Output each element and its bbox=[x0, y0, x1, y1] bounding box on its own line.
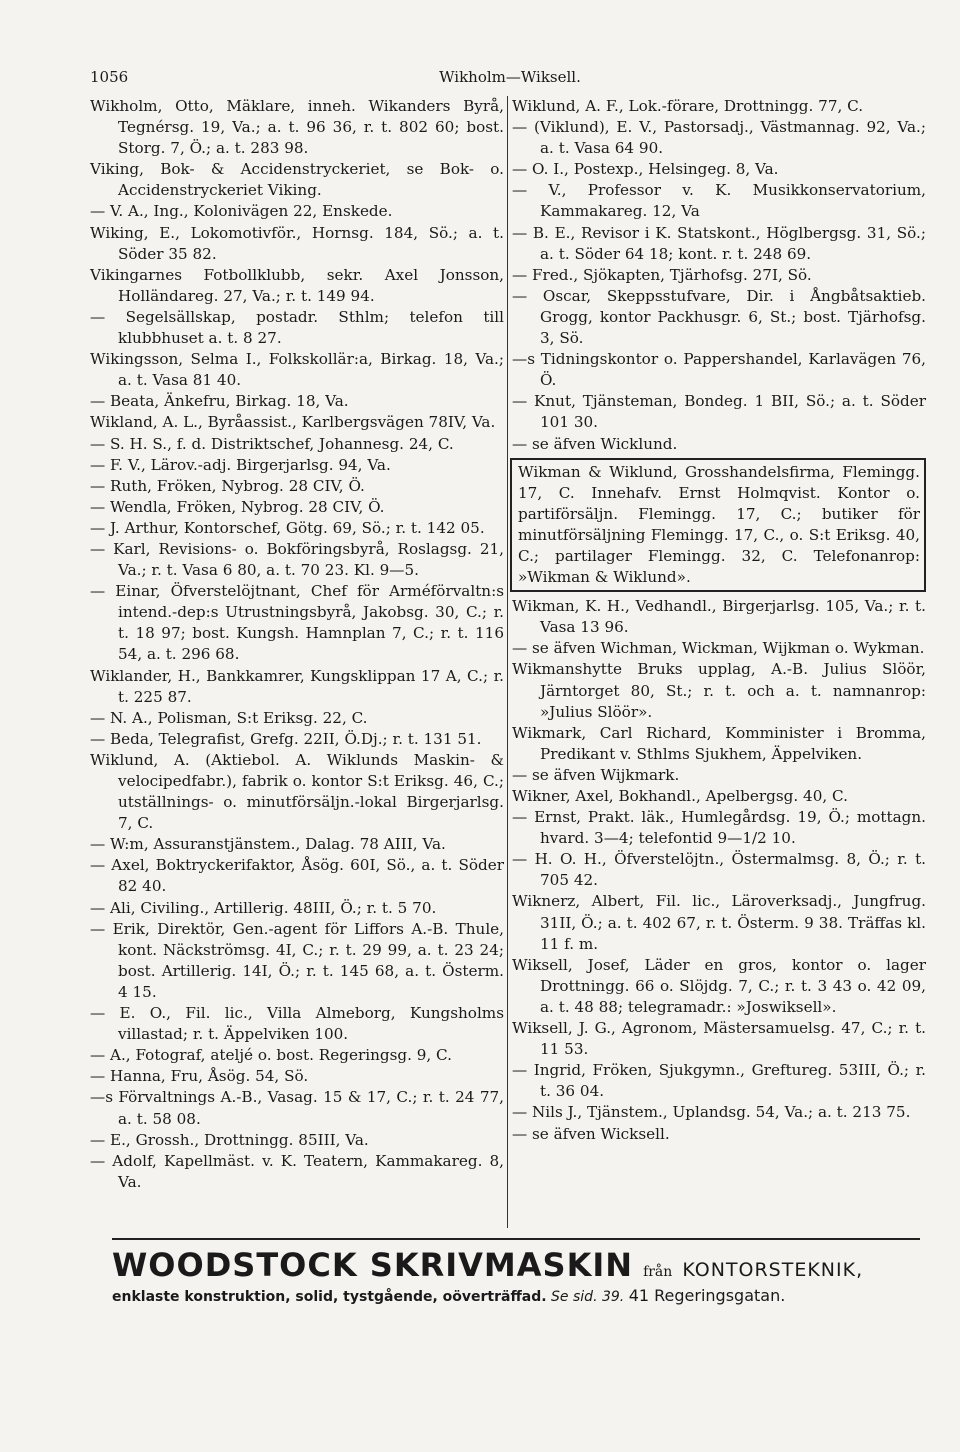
ad-from: från bbox=[643, 1264, 673, 1280]
directory-entry: — N. A., Polisman, S:t Eriksg. 22, C. bbox=[90, 708, 368, 727]
directory-entry: Wikman, K. H., Vedhandl., Birgerjarlsg. 105, Va.; r. t. Vasa 13 96. bbox=[512, 597, 926, 637]
directory-entry: Wikholm, Otto, Mäklare, inneh. Wikanders Byrå, Tegnérsg. 19, Va.; a. t. 96 36, r. t. 802 60; bost. Storg. 7, Ö.; a. t. 283 98. bbox=[90, 97, 504, 158]
directory-entry: — J. Arthur, Kontorschef, Götg. 69, Sö.; r. t. 142 05. bbox=[90, 518, 485, 537]
ad-address: 41 Regeringsgatan. bbox=[628, 1286, 786, 1305]
directory-entry: Wiklund, A. F., Lok.-förare, Drottningg. 77, C. bbox=[512, 97, 864, 115]
directory-entry: — W:m, Assuranstjänstem., Dalag. 78 AIII, Va. bbox=[90, 835, 446, 854]
directory-entry: — O. I., Postexp., Helsingeg. 8, Va. bbox=[512, 160, 779, 179]
directory-entry: — Axel, Boktryckerifaktor, Åsög. 60I, Sö., a. t. Söder 82 40. bbox=[90, 856, 504, 896]
directory-entry: — A., Fotograf, ateljé o. bost. Regeringsg. 9, C. bbox=[90, 1046, 452, 1065]
column-divider bbox=[507, 96, 508, 1228]
directory-entry: — se äfven Wicklund. bbox=[512, 434, 678, 453]
page-header bbox=[90, 68, 930, 94]
directory-entry: — Fred., Sjökapten, Tjärhofsg. 27I, Sö. bbox=[512, 265, 812, 284]
ad-see: Se sid. 39. bbox=[551, 1289, 625, 1305]
boxed-advertisement-entry bbox=[510, 458, 926, 593]
directory-entry: Wiksell, J. G., Agronom, Mästersamuelsg. 47, C.; r. t. 11 53. bbox=[512, 1019, 926, 1059]
directory-entry: — se äfven Wicksell. bbox=[512, 1124, 670, 1143]
directory-entry: — S. H. S., f. d. Distriktschef, Johannesg. 24, C. bbox=[90, 434, 454, 453]
directory-entry: — B. E., Revisor i K. Statskont., Höglbergsg. 31, Sö.; a. t. Söder 64 18; kont. r. t. 248 69. bbox=[512, 223, 926, 263]
directory-entry: Wikner, Axel, Bokhandl., Apelbergsg. 40, C. bbox=[512, 787, 848, 805]
directory-entry: Wikmanshytte Bruks upplag, A.-B. Julius Slöör, Järntorget 80, St.; r. t. och a. t. namnanrop: »Julius Slöör». bbox=[512, 660, 926, 721]
directory-entry: Wiknerz, Albert, Fil. lic., Läroverksadj., Jungfrug. 31II, Ö.; a. t. 402 67, r. t. Österm. 9 38. Träffas kl. 11 f. m. bbox=[512, 892, 926, 953]
directory-entry: — Ali, Civiling., Artillerig. 48III, Ö.; r. t. 5 70. bbox=[90, 898, 437, 917]
left-column bbox=[90, 96, 504, 1193]
directory-entry: — Hanna, Fru, Åsög. 54, Sö. bbox=[90, 1067, 309, 1086]
right-column-top bbox=[512, 96, 926, 455]
directory-entry: — Wendla, Fröken, Nybrog. 28 CIV, Ö. bbox=[90, 497, 385, 516]
directory-entry: Wiking, E., Lokomotivför., Hornsg. 184, Sö.; a. t. Söder 35 82. bbox=[90, 223, 504, 263]
directory-entry: Wikingsson, Selma I., Folkskollär:a, Birkag. 18, Va.; a. t. Vasa 81 40. bbox=[90, 350, 504, 390]
footer-advertisement bbox=[112, 1238, 920, 1305]
directory-entry: — Beda, Telegrafist, Grefg. 22II, Ö.Dj.; r. t. 131 51. bbox=[90, 729, 482, 748]
directory-entry: Wiklund, A. (Aktiebol. A. Wiklunds Maskin- & velocipedfabr.), fabrik o. kontor S:t Eriksg. 46, C.; utställnings- o. minutförsäljn.-lokal Birgerjarlsg. 7, C. bbox=[90, 750, 504, 833]
directory-entry: — se äfven Wijkmark. bbox=[512, 765, 680, 784]
directory-entry: Viking, Bok- & Accidenstryckeriet, se Bok- o. Accidenstryckeriet Viking. bbox=[90, 160, 504, 200]
directory-entry: Vikingarnes Fotbollklubb, sekr. Axel Jonsson, Holländareg. 27, Va.; r. t. 149 94. bbox=[90, 265, 504, 305]
ad-top-rule bbox=[112, 1238, 920, 1240]
directory-entry: Wikmark, Carl Richard, Komminister i Bromma, Predikant v. Sthlms Sjukhem, Äppelviken. bbox=[512, 723, 926, 763]
directory-entry: — Beata, Änkefru, Birkag. 18, Va. bbox=[90, 392, 349, 411]
ad-tagline: enklaste konstruktion, solid, tystgående, oöverträffad. bbox=[112, 1289, 547, 1305]
right-column-bottom bbox=[512, 596, 926, 1144]
running-head: Wikholm—Wiksell. bbox=[439, 68, 581, 86]
directory-entry: — Einar, Öfverstelöjtnant, Chef för Arméförvaltn:s intend.-dep:s Utrustningsbyrå, Jakobsg. 30, C.; r. t. 18 97; bost. Kungsh. Hamnplan 7, C.; r. t. 116 54, a. t. 296 68. bbox=[90, 582, 504, 664]
directory-entry: — Ruth, Fröken, Nybrog. 28 CIV, Ö. bbox=[90, 476, 365, 495]
directory-entry: — Erik, Direktör, Gen.-agent för Liffors A.-B. Thule, kont. Näckströmsg. 4I, C.; r. t. 29 99, a. t. 23 24; bost. Artillerig. 14I, Ö.; r. t. 145 68, a. t. Österm. 4 15. bbox=[90, 919, 504, 1001]
directory-entry: — Nils J., Tjänstem., Uplandsg. 54, Va.; a. t. 213 75. bbox=[512, 1103, 911, 1122]
directory-entry: — Ernst, Prakt. läk., Humlegårdsg. 19, Ö.; mottagn. hvard. 3—4; telefontid 9—1/2 10. bbox=[512, 808, 926, 848]
directory-entry: — V. A., Ing., Kolonivägen 22, Enskede. bbox=[90, 202, 393, 221]
directory-entry: Wikland, A. L., Byråassist., Karlbergsvägen 78IV, Va. bbox=[90, 413, 496, 432]
page-number: 1056 bbox=[90, 68, 129, 86]
directory-entry: — Karl, Revisions- o. Bokföringsbyrå, Roslagsg. 21, Va.; r. t. Vasa 6 80, a. t. 70 23. Kl. 9—5. bbox=[90, 539, 504, 580]
directory-entry: — Segelsällskap, postadr. Sthlm; telefon till klubbhuset a. t. 8 27. bbox=[90, 307, 504, 348]
directory-entry: —s Tidningskontor o. Pappershandel, Karlavägen 76, Ö. bbox=[512, 350, 926, 390]
right-column bbox=[512, 96, 926, 1145]
directory-entry: — se äfven Wichman, Wickman, Wijkman o. Wykman. bbox=[512, 639, 925, 658]
ad-company: KONTORSTEKNIK, bbox=[682, 1259, 864, 1281]
directory-entry: — F. V., Lärov.-adj. Birgerjarlsg. 94, Va. bbox=[90, 455, 391, 474]
directory-entry: — Adolf, Kapellmäst. v. K. Teatern, Kammakareg. 8, Va. bbox=[90, 1151, 504, 1191]
directory-entry: —s Förvaltnings A.-B., Vasag. 15 & 17, C.; r. t. 24 77, a. t. 58 08. bbox=[90, 1088, 504, 1128]
directory-entry: — (Viklund), E. V., Pastorsadj., Västmannag. 92, Va.; a. t. Vasa 64 90. bbox=[512, 118, 926, 158]
directory-entry: — E. O., Fil. lic., Villa Almeborg, Kungsholms villastad; r. t. Äppelviken 100. bbox=[90, 1004, 504, 1044]
directory-entry: — E., Grossh., Drottningg. 85III, Va. bbox=[90, 1130, 369, 1149]
boxed-entry-text: Wikman & Wiklund, Grosshandelsfirma, Flemingg. 17, C. Innehafv. Ernst Holmqvist. Kontor o. partiförsäljn. Flemingg. 17, C.; butiker för minutförsäljning Flemingg. 17, C., o. S:t Eriksg. 40, C.; partilager Flemingg. 32, C. Telefonanrop: »Wikman & Wiklund». bbox=[518, 462, 920, 587]
directory-entry: — Knut, Tjänsteman, Bondeg. 1 BII, Sö.; a. t. Söder 101 30. bbox=[512, 392, 926, 432]
directory-entry: Wiklander, H., Bankkamrer, Kungsklippan 17 A, C.; r. t. 225 87. bbox=[90, 666, 504, 706]
directory-entry: — Ingrid, Fröken, Sjukgymn., Greftureg. 53III, Ö.; r. t. 36 04. bbox=[512, 1061, 926, 1101]
directory-entry: — V., Professor v. K. Musikkonservatorium, Kammakareg. 12, Va bbox=[512, 181, 926, 221]
directory-entry: — Oscar, Skeppsstufvare, Dir. i Ångbåtsaktieb. Grogg, kontor Packhusgr. 6, St.; bost. Tjärhofsg. 3, Sö. bbox=[512, 286, 926, 348]
ad-brand: WOODSTOCK SKRIVMASKIN bbox=[112, 1246, 634, 1284]
directory-entry: Wiksell, Josef, Läder en gros, kontor o. lager Drottningg. 66 o. Slöjdg. 7, C.; r. t. 3 43 o. 42 09, a. t. 48 88; telegramadr.: »Joswiksell». bbox=[512, 955, 926, 1016]
directory-entry: — H. O. H., Öfverstelöjtn., Östermalmsg. 8, Ö.; r. t. 705 42. bbox=[512, 850, 926, 890]
